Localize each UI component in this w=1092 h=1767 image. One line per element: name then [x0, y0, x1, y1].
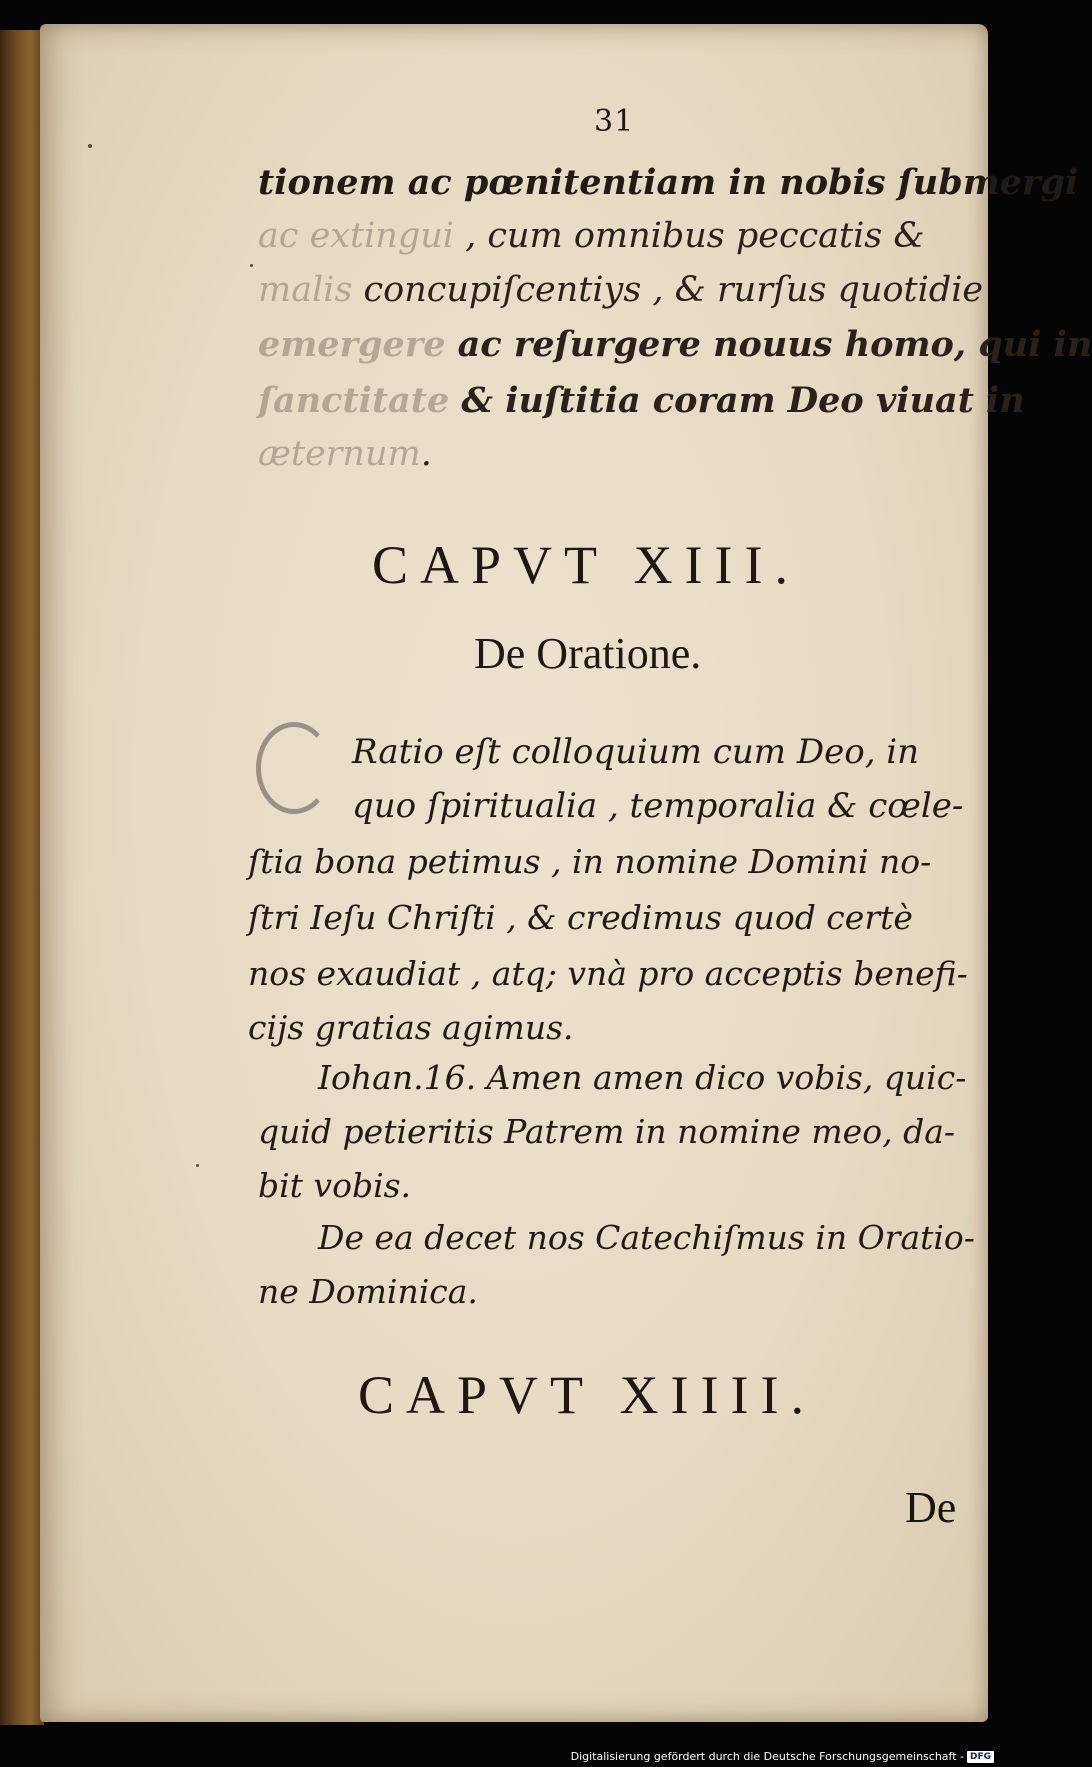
- page-speck: [196, 1164, 199, 1167]
- text-line: [258, 216, 925, 256]
- chapter-heading: CAPVT XIIII.: [358, 1365, 816, 1425]
- text-line: [258, 1272, 478, 1311]
- text-line-content: ſtri Ieſu Chriſti , & credimus quod certè: [248, 898, 913, 937]
- text-line-content: .: [420, 434, 432, 474]
- catchword: De: [905, 1483, 957, 1532]
- text-line-content: , cum omnibus peccatis &: [454, 216, 925, 256]
- text-line-content: ac reſurgere nouus homo, qui in: [445, 324, 1092, 365]
- text-line-content: Iohan.16. Amen amen dico vobis, quic-: [318, 1058, 967, 1097]
- page-speck: [250, 264, 253, 267]
- text-line-content: & iuſtitia coram Deo viuat in: [449, 380, 1025, 421]
- text-line: [248, 842, 931, 881]
- text-line-content: cijs gratias agimus.: [248, 1008, 574, 1047]
- text-line: [258, 1112, 955, 1151]
- faded-text: ſanctitate: [258, 380, 450, 421]
- faded-text: emergere: [258, 324, 446, 365]
- credit-text: Digitalisierung gefördert durch die Deutsche Forschungsgemeinschaft -: [570, 1750, 964, 1763]
- text-line: [258, 380, 1025, 421]
- faded-text: ac extingui: [258, 216, 454, 256]
- text-line-content: concupiſcentiys , & rurſus quotidie: [352, 270, 984, 310]
- text-line: [318, 1218, 975, 1257]
- text-line: [248, 1008, 574, 1047]
- text-line: [352, 732, 919, 772]
- dfg-logo: DFG: [967, 1751, 994, 1763]
- text-line: [352, 786, 963, 826]
- page-number: 31: [594, 104, 635, 139]
- faded-text: malis: [258, 270, 353, 310]
- text-line: [258, 434, 432, 474]
- book-binding: [0, 30, 44, 1725]
- text-line: [258, 1166, 411, 1205]
- text-line-content: De ea decet nos Catechiſmus in Oratio-: [318, 1218, 975, 1257]
- text-line-content: Ratio eſt colloquium cum Deo, in: [352, 732, 920, 772]
- text-line-content: bit vobis.: [258, 1166, 412, 1205]
- text-line-content: quo ſpiritualia , temporalia & cœle-: [352, 786, 964, 826]
- text-line: [258, 270, 983, 310]
- text-line: [248, 898, 913, 937]
- faded-text: æternum: [258, 434, 421, 474]
- drop-cap-o: [256, 722, 332, 814]
- text-line: [258, 162, 1078, 203]
- text-line-content: ſtia bona petimus , in nomine Domini no-: [248, 842, 932, 881]
- text-line-content: quid petieritis Patrem in nomine meo, da-: [258, 1112, 956, 1151]
- text-line-content: ne Dominica.: [258, 1272, 478, 1311]
- page-speck: [88, 144, 92, 148]
- chapter-heading: CAPVT XIII.: [372, 535, 800, 595]
- text-line: [318, 1058, 966, 1097]
- text-line: [258, 324, 1092, 365]
- digitization-credit: [571, 1750, 994, 1763]
- text-line-content: tionem ac pœnitentiam in nobis ſubmergi: [258, 162, 1079, 203]
- text-line: [248, 954, 968, 993]
- text-line-content: nos exaudiat , atq; vnà pro acceptis benefi-: [248, 954, 968, 993]
- chapter-subheading: De Oratione.: [474, 629, 702, 678]
